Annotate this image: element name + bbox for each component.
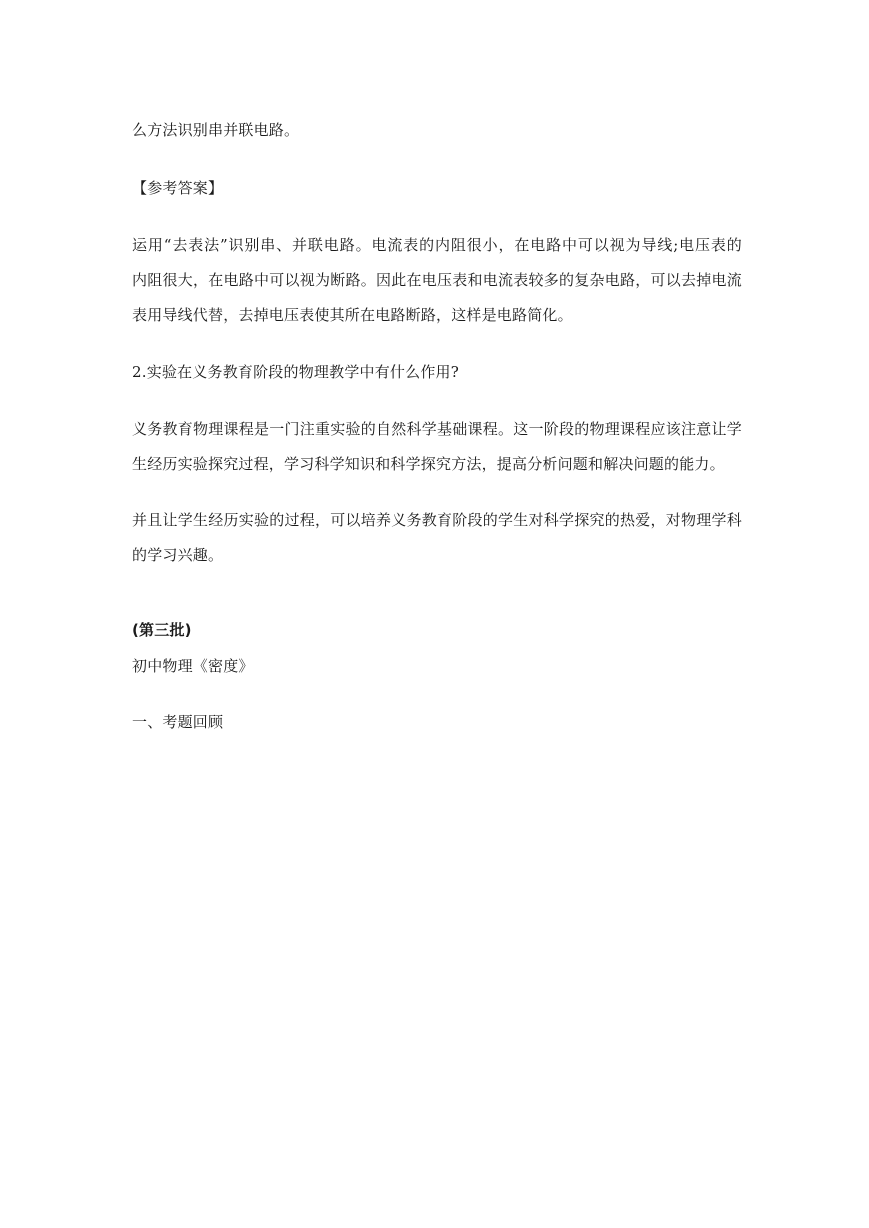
question-2: 2.实验在义务教育阶段的物理教学中有什么作用? [132, 363, 459, 381]
topic-title: 初中物理《密度》 [132, 657, 254, 675]
batch-heading: (第三批) [132, 621, 192, 639]
answer-line-2: 内阻很大，在电路中可以视为断路。因此在电压表和电流表较多的复杂电路，可以去掉电流 [132, 271, 742, 289]
paragraph-2-line-1: 并且让学生经历实验的过程，可以培养义务教育阶段的学生对科学探究的热爱，对物理学科 [132, 511, 742, 529]
answer-heading: 【参考答案】 [132, 179, 224, 197]
answer-line-1: 运用“去表法”识别串、并联电路。电流表的内阻很小，在电路中可以视为导线;电压表的 [132, 236, 742, 254]
intro-tail-text: 么方法识别串并联电路。 [132, 121, 300, 139]
paragraph-1-line-1: 义务教育物理课程是一门注重实验的自然科学基础课程。这一阶段的物理课程应该注意让学 [132, 420, 742, 438]
paragraph-1-line-2: 生经历实验探究过程，学习科学知识和科学探究方法，提高分析问题和解决问题的能力。 [132, 455, 725, 473]
section-heading: 一、考题回顾 [132, 713, 224, 731]
answer-line-3: 表用导线代替，去掉电压表使其所在电路断路，这样是电路简化。 [132, 306, 573, 324]
paragraph-2-line-2: 的学习兴趣。 [132, 546, 224, 564]
